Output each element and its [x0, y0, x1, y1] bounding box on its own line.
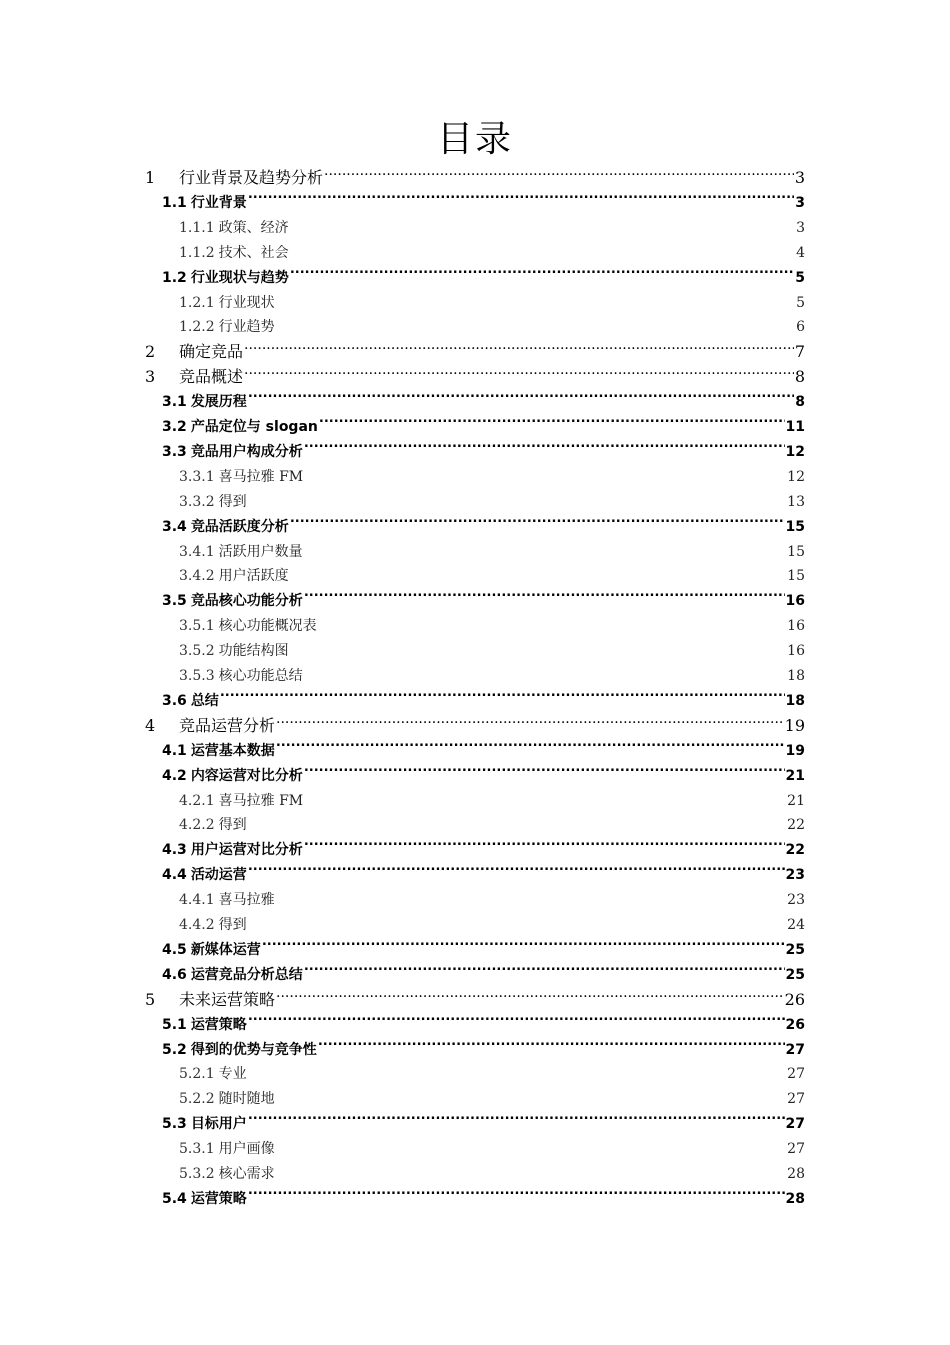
toc-entry-title: 行业背景及趋势分析: [179, 168, 324, 187]
toc-dot-leader: [304, 473, 786, 481]
toc-entry-title: 运营竞品分析总结: [190, 966, 303, 983]
toc-dot-leader: [304, 443, 785, 456]
toc-entry-title: 新媒体运营: [190, 941, 261, 958]
toc-entry-level-1[interactable]: [145, 166, 805, 190]
toc-entry-title: 专业: [218, 1066, 247, 1083]
toc-entry-number: 4.1: [162, 742, 187, 759]
toc-entry-title: 总结: [190, 692, 219, 709]
toc-entry-level-3[interactable]: [179, 888, 805, 912]
toc-entry-title: 运营策略: [190, 1016, 247, 1033]
toc-dot-leader: [262, 941, 785, 954]
toc-page-number: 5: [795, 269, 805, 286]
toc-entry-title: 喜马拉雅: [218, 892, 275, 909]
toc-entry-level-3[interactable]: [179, 564, 805, 588]
toc-entry-number: 4.2.2: [179, 817, 215, 834]
toc-entry-level-2[interactable]: [162, 191, 805, 215]
toc-entry-number: 1.1.1: [179, 219, 215, 236]
toc-entry-level-2[interactable]: [162, 390, 805, 414]
toc-page-number: 23: [785, 867, 805, 884]
toc-entry-title: 产品定位与 slogan: [190, 419, 318, 435]
toc-page-number: 7: [794, 342, 805, 362]
toc-page-number: 28: [787, 1166, 805, 1182]
toc-dot-leader: [304, 548, 787, 556]
toc-entry-title: 得到: [218, 917, 247, 933]
toc-dot-leader: [248, 866, 785, 879]
toc-entry-number: 4.4.1: [179, 892, 215, 909]
toc-entry-number: 3.1: [162, 394, 187, 411]
toc-page-number: 22: [787, 817, 805, 834]
toc-entry-level-3[interactable]: [179, 490, 805, 514]
toc-entry-number: 4.6: [162, 966, 187, 983]
toc-dot-leader: [248, 194, 794, 207]
toc-dot-leader: [276, 896, 787, 904]
toc-entry-level-2[interactable]: [162, 415, 805, 439]
toc-page-number: 27: [787, 1141, 805, 1158]
toc-page-number: 11: [785, 419, 805, 435]
toc-page-number: 19: [785, 742, 805, 759]
toc-entry-title: 活跃用户数量: [218, 543, 303, 560]
toc-entry-number: 1.2.2: [179, 319, 215, 336]
toc-dot-leader: [248, 1070, 787, 1078]
toc-entry-title: 运营基本数据: [190, 742, 275, 759]
toc-page-number: 3: [794, 168, 805, 187]
toc-entry-number: 1: [145, 168, 156, 187]
toc-entry-number: 3: [145, 367, 156, 387]
toc-entry-title: 竞品运营分析: [179, 715, 276, 735]
toc-entry-level-1[interactable]: [145, 714, 805, 738]
toc-page-number: 3: [796, 219, 805, 236]
toc-entry-title: 运营策略: [190, 1190, 247, 1207]
toc-dot-leader: [318, 622, 787, 630]
toc-entry-title: 功能结构图: [218, 643, 289, 660]
toc-entry-number: 4.3: [162, 842, 187, 859]
toc-page-number: 26: [784, 989, 805, 1009]
toc-entry-level-3[interactable]: [179, 540, 805, 564]
toc-entry-level-2[interactable]: [162, 1187, 805, 1211]
toc-entry-title: 竞品活跃度分析: [190, 518, 289, 535]
toc-page-number: 27: [785, 1041, 805, 1058]
toc-dot-leader: [324, 169, 794, 183]
toc-entry-title: 喜马拉雅 FM: [218, 792, 304, 809]
toc-page-number: 6: [796, 319, 805, 336]
toc-entry-title: 发展历程: [190, 394, 247, 411]
toc-page-number: 22: [785, 842, 805, 859]
toc-dot-leader: [248, 498, 787, 506]
toc-entry-number: 5.3.1: [179, 1141, 215, 1158]
toc-dot-leader: [248, 393, 794, 406]
toc-dot-leader: [318, 1041, 785, 1054]
toc-entry-number: 3.4: [162, 518, 187, 535]
toc-dot-leader: [290, 647, 787, 655]
toc-dot-leader: [304, 966, 785, 979]
toc-entry-number: 5.3: [162, 1116, 187, 1133]
toc-entry-level-2[interactable]: [162, 1112, 805, 1136]
toc-dot-leader: [290, 249, 795, 257]
toc-entry-level-2[interactable]: [162, 266, 805, 290]
toc-entry-level-2[interactable]: [162, 863, 805, 887]
toc-entry-number: 4.2.1: [179, 792, 215, 809]
toc-dot-leader: [244, 343, 794, 357]
toc-entry-number: 3.3: [162, 443, 187, 460]
toc-dot-leader: [248, 1115, 785, 1128]
toc-entry-title: 行业背景: [190, 194, 247, 211]
toc-entry-level-2[interactable]: [162, 689, 805, 713]
toc-entry-number: 5.2.2: [179, 1091, 215, 1108]
toc-entry-level-2[interactable]: [162, 1013, 805, 1037]
toc-dot-leader: [248, 1190, 785, 1203]
toc-entry-number: 4: [145, 715, 156, 735]
toc-page-number: 28: [785, 1190, 805, 1207]
toc-page-number: 21: [787, 792, 805, 809]
toc-entry-number: 3.5: [162, 593, 187, 610]
toc-page-number: 24: [787, 917, 805, 933]
toc-entry-level-2[interactable]: [162, 589, 805, 613]
toc-dot-leader: [248, 921, 787, 929]
toc-page-number: 27: [787, 1066, 805, 1083]
toc-entry-level-3[interactable]: [179, 315, 805, 339]
toc-dot-leader: [290, 269, 794, 282]
toc-entry-level-3[interactable]: [179, 614, 805, 638]
toc-dot-leader: [304, 841, 785, 854]
toc-dot-leader: [248, 821, 787, 829]
toc-entry-title: 技术、社会: [218, 244, 289, 261]
toc-page-number: 18: [787, 668, 805, 684]
toc-page-number: 18: [785, 692, 805, 709]
toc-entry-level-3[interactable]: [179, 291, 805, 315]
toc-page-number: 16: [787, 643, 805, 660]
toc-entry-number: 3.5.1: [179, 618, 215, 635]
toc-page-number: 5: [796, 294, 805, 311]
toc-entry-title: 活动运营: [190, 867, 247, 884]
toc-entry-title: 核心需求: [218, 1166, 275, 1182]
toc-dot-leader: [276, 1145, 787, 1153]
toc-dot-leader: [290, 518, 785, 531]
toc-dot-leader: [220, 692, 785, 705]
toc-page-number: 15: [787, 543, 805, 560]
toc-dot-leader: [276, 742, 785, 755]
toc-entry-level-2[interactable]: [162, 963, 805, 987]
toc-entry-title: 随时随地: [218, 1091, 275, 1108]
toc-dot-leader: [276, 1170, 787, 1178]
toc-entry-title: 未来运营策略: [179, 989, 276, 1009]
toc-entry-number: 5: [145, 989, 156, 1009]
toc-dot-leader: [244, 368, 794, 382]
toc-entry-title: 竞品概述: [179, 367, 244, 387]
toc-entry-title: 行业现状: [218, 294, 275, 311]
toc-entry-title: 行业趋势: [218, 319, 275, 336]
toc-page-number: 27: [787, 1091, 805, 1108]
toc-entry-title: 确定竞品: [179, 342, 244, 362]
toc-entry-number: 3.3.1: [179, 468, 215, 485]
toc-entry-number: 3.4.1: [179, 543, 215, 560]
toc-dot-leader: [276, 323, 795, 331]
toc-dot-leader: [248, 1016, 785, 1029]
toc-entry-title: 核心功能概况表: [218, 618, 317, 635]
toc-page-number: 15: [787, 568, 805, 585]
toc-entry-level-3[interactable]: [179, 664, 805, 688]
toc-entry-title: 内容运营对比分析: [190, 767, 303, 784]
toc-page-number: 26: [785, 1016, 805, 1033]
toc-entry-title: 喜马拉雅 FM: [218, 468, 304, 485]
toc-entry-title: 行业现状与趋势: [190, 269, 289, 286]
toc-entry-level-3[interactable]: [179, 216, 805, 240]
toc-page-number: 25: [785, 941, 805, 958]
toc-page-number: 25: [785, 966, 805, 983]
toc-entry-number: 4.2: [162, 767, 187, 784]
toc-entry-level-3[interactable]: [179, 1062, 805, 1086]
toc-entry-title: 政策、经济: [218, 219, 289, 236]
toc-entry-number: 1.2: [162, 269, 187, 286]
toc-page-number: 4: [796, 244, 805, 261]
toc-entry-number: 4.4: [162, 867, 187, 884]
toc-dot-leader: [290, 224, 795, 232]
toc-entry-number: 1.1: [162, 194, 187, 211]
toc-entry-level-3[interactable]: [179, 789, 805, 813]
toc-entry-number: 5.1: [162, 1016, 187, 1033]
toc-entry-level-2[interactable]: [162, 764, 805, 788]
toc-page-number: 21: [785, 767, 805, 784]
toc-entry-level-3[interactable]: [179, 241, 805, 265]
toc-entry-number: 3.2: [162, 419, 187, 435]
toc-entry-number: 3.3.2: [179, 493, 215, 510]
toc-entry-number: 3.6: [162, 692, 187, 709]
toc-entry-number: 5.3.2: [179, 1166, 215, 1182]
toc-entry-level-2[interactable]: [162, 1038, 805, 1062]
toc-entry-number: 5.4: [162, 1190, 187, 1207]
toc-entry-number: 4.5: [162, 941, 187, 958]
toc-entry-number: 1.2.1: [179, 294, 215, 311]
toc-entry-number: 3.4.2: [179, 568, 215, 585]
toc-page-number: 13: [787, 493, 805, 510]
toc-entry-level-3[interactable]: [179, 813, 805, 837]
toc-dot-leader: [276, 717, 784, 731]
toc-entry-number: 3.5.2: [179, 643, 215, 660]
page-title: 目录: [436, 119, 513, 160]
toc-entry-title: 用户画像: [218, 1141, 275, 1158]
toc-entry-number: 2: [145, 342, 156, 362]
toc-page-number: 8: [795, 394, 805, 411]
toc-page-number: 27: [785, 1116, 805, 1133]
toc-entry-level-2[interactable]: [162, 515, 805, 539]
toc-dot-leader: [276, 1095, 787, 1103]
toc-entry-title: 得到的优势与竞争性: [190, 1041, 317, 1058]
toc-dot-leader: [276, 299, 795, 307]
toc-page-number: 16: [787, 618, 805, 635]
toc-page-number: 12: [785, 443, 805, 460]
toc-entry-level-3[interactable]: [179, 1162, 805, 1186]
toc-entry-level-2[interactable]: [162, 938, 805, 962]
toc-dot-leader: [304, 797, 786, 805]
toc-entry-title: 用户运营对比分析: [190, 842, 303, 859]
toc-page-number: 12: [787, 468, 805, 485]
toc-page-number: 23: [787, 892, 805, 909]
toc-entry-level-2[interactable]: [162, 739, 805, 763]
toc-entry-title: 得到: [218, 493, 247, 510]
toc-dot-leader: [304, 672, 787, 680]
toc-entry-level-1[interactable]: [145, 365, 805, 389]
toc-entry-level-3[interactable]: [179, 1087, 805, 1111]
toc-entry-title: 竞品核心功能分析: [190, 593, 303, 610]
toc-dot-leader: [290, 572, 787, 580]
toc-entry-level-2[interactable]: [162, 838, 805, 862]
toc-entry-number: 1.1.2: [179, 244, 215, 261]
toc-page-number: 15: [785, 518, 805, 535]
toc-entry-title: 竞品用户构成分析: [190, 443, 303, 460]
toc-dot-leader: [304, 767, 785, 780]
toc-entry-level-1[interactable]: [145, 988, 805, 1012]
toc-entry-title: 目标用户: [190, 1116, 247, 1133]
toc-entry-title: 得到: [218, 817, 247, 834]
toc-entry-level-3[interactable]: [179, 1137, 805, 1161]
toc-entry-level-3[interactable]: [179, 913, 805, 937]
toc-page-number: 3: [795, 194, 805, 211]
toc-dot-leader: [304, 592, 785, 605]
toc-entry-level-3[interactable]: [179, 465, 805, 489]
toc-entry-title: 核心功能总结: [218, 668, 303, 684]
toc-entry-title: 用户活跃度: [218, 568, 289, 585]
toc-entry-level-3[interactable]: [179, 639, 805, 663]
toc-page-number: 16: [785, 593, 805, 610]
toc-page-number: 8: [794, 367, 805, 387]
toc-dot-leader: [276, 991, 784, 1005]
toc-entry-number: 4.4.2: [179, 917, 215, 933]
toc-entry-number: 5.2.1: [179, 1066, 215, 1083]
toc-dot-leader: [319, 418, 785, 431]
toc-page-number: 19: [784, 715, 805, 735]
toc-entry-level-2[interactable]: [162, 440, 805, 464]
toc-entry-number: 3.5.3: [179, 668, 215, 684]
toc-entry-number: 5.2: [162, 1041, 187, 1058]
toc-entry-level-1[interactable]: [145, 340, 805, 364]
